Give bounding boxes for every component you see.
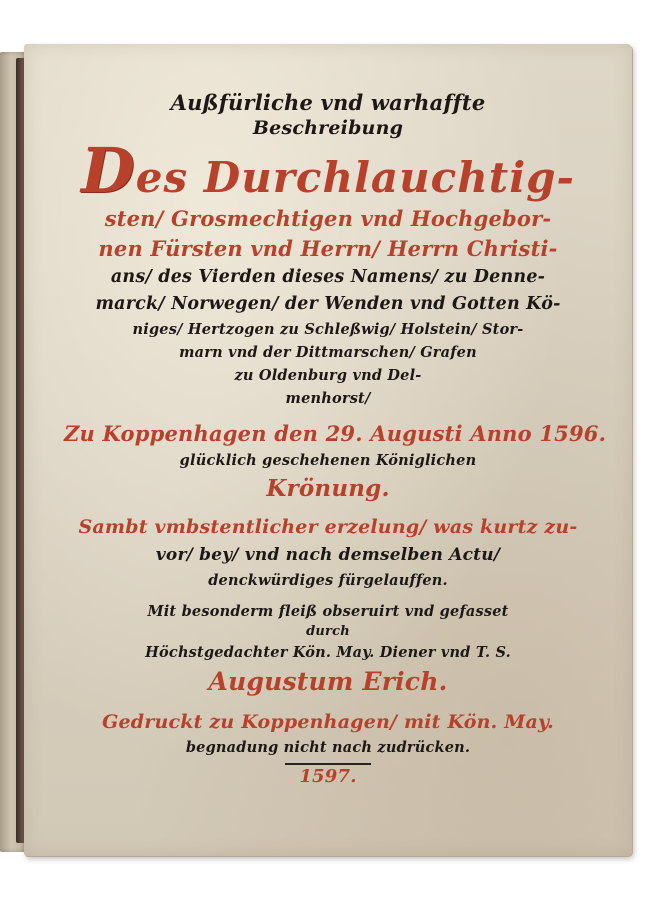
title-line-3 (64, 134, 592, 207)
title-line-6: ans/ des Vierden dieses Namens/ zu Denne- (110, 267, 546, 287)
coronation-date-line: Zu Koppenhagen den 29. Augusti Anno 1596. (64, 421, 607, 446)
decorated-initial: D (81, 134, 136, 207)
title-line-5: nen Fürsten vnd Herrn/ Herrn Christi- (98, 236, 558, 261)
title-line-13: glücklich geschehenen Königlichen (179, 452, 477, 469)
title-page (24, 44, 632, 856)
author-name: Augustum Erich. (208, 667, 448, 696)
title-line-11: menhorst/ (285, 390, 371, 407)
title-line-7: marck/ Norwegen/ der Wenden vnd Gotten Kö- (95, 294, 561, 314)
title-line-8: niges/ Hertzogen zu Schleßwig/ Holstein/ Stor- (132, 321, 524, 338)
publication-year: 1597. (285, 763, 370, 789)
title-line-9: marn vnd der Dittmarschen/ Grafen (179, 344, 477, 361)
title-line-10: zu Oldenburg vnd Del- (234, 367, 422, 384)
title-line-17: denckwürdiges fürgelauffen. (208, 572, 448, 589)
title-line-18: Mit besonderm fleiß obseruirt vnd gefasset (147, 603, 509, 620)
title-line-1: Außfürliche vnd warhaffte (170, 90, 486, 115)
imprint-line-2: begnadung nicht nach zudrücken. (185, 739, 471, 756)
title-line-16: vor/ bey/ vnd nach demselben Actu/ (155, 545, 501, 565)
title-line-20: Höchstgedachter Kön. May. Diener vnd T. S. (145, 644, 511, 661)
title-text-block (64, 90, 607, 789)
title-line-2: Beschreibung (252, 117, 404, 139)
title-line-15: Sambt vmbstentlicher erzelung/ was kurtz zu- (78, 516, 578, 538)
kronung-line: Krönung. (266, 475, 390, 502)
imprint-line-1: Gedruckt zu Koppenhagen/ mit Kön. May. (102, 711, 554, 733)
title-line-3-rest: es Durchlauchtig- (135, 153, 575, 202)
title-line-4: sten/ Grosmechtigen vnd Hochgebor- (104, 206, 552, 231)
title-line-19: durch (306, 624, 350, 639)
